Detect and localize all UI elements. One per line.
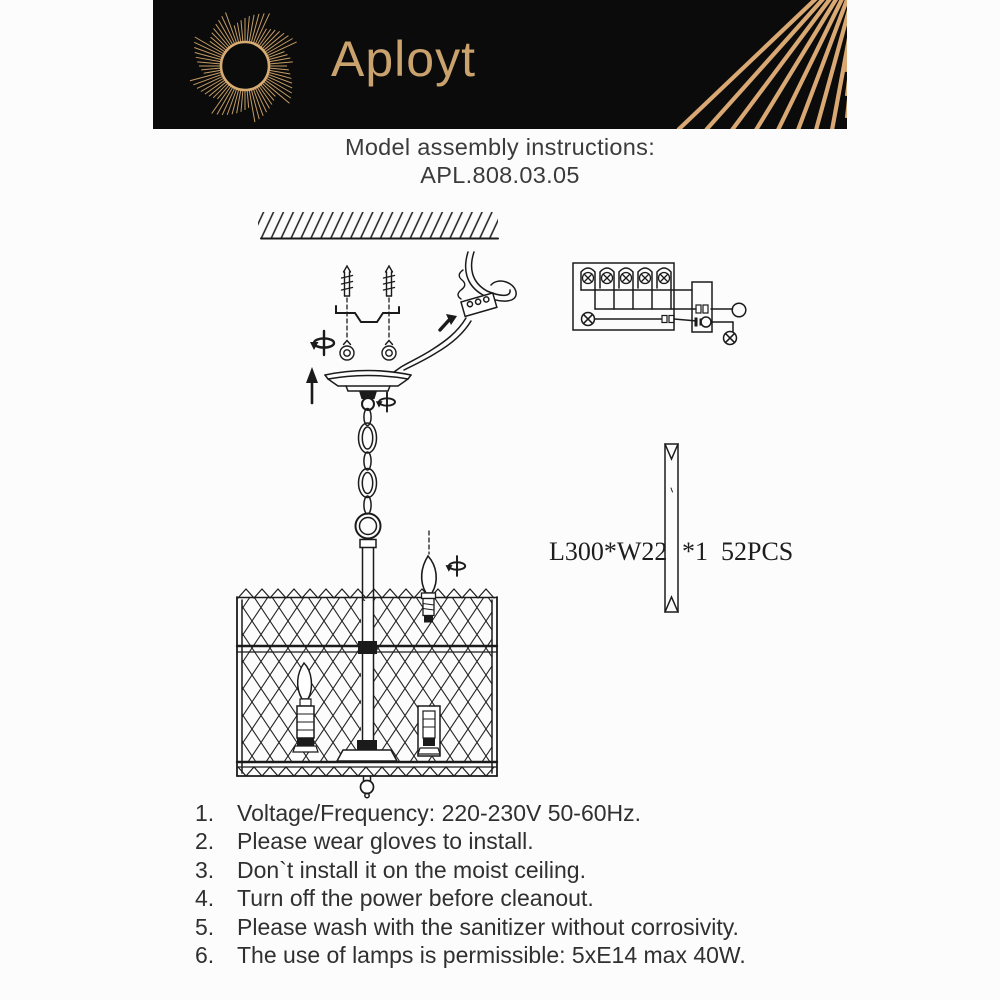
instruction-item [195, 941, 746, 969]
item-text: The use of lamps is permissible: 5xE14 max 40W. [237, 942, 746, 969]
instruction-list [195, 799, 746, 969]
terminal-connector [461, 293, 497, 317]
item-number: 5. [195, 913, 215, 940]
model-number: APL.808.03.05 [420, 161, 580, 188]
item-text: Turn off the power before cleanout. [237, 885, 594, 912]
canopy [325, 371, 411, 411]
right-candle-socket [418, 706, 440, 756]
instruction-item [195, 913, 746, 941]
crystal-size-label: L300*W22 [549, 537, 668, 566]
item-number: 3. [195, 856, 215, 883]
item-text: Please wear gloves to install. [237, 828, 534, 855]
instruction-item [195, 799, 746, 827]
instruction-item [195, 884, 746, 912]
instruction-item [195, 827, 746, 855]
rotate-icon [446, 556, 466, 576]
brand-name: Aployt [331, 31, 476, 87]
item-number: 1. [195, 800, 215, 826]
crystal-qty-label: *1 52PCS [682, 537, 794, 566]
item-text: Voltage/Frequency: 220-230V 50-60Hz. [237, 800, 642, 826]
item-number: 4. [195, 885, 215, 912]
candle-bulb [422, 556, 437, 593]
up-arrow-icon [306, 367, 318, 403]
instruction-item [195, 856, 746, 884]
item-text: Please wash with the sanitizer without corrosivity. [237, 913, 739, 940]
item-text: Don`t install it on the moist ceiling. [237, 856, 586, 883]
item-number: 6. [195, 942, 215, 969]
ceiling-hatching [258, 212, 498, 239]
wire-and-connector [394, 252, 516, 372]
mounting-screws [336, 266, 399, 360]
sheet-title: Model assembly instructions: [344, 134, 656, 160]
item-number: 2. [195, 828, 215, 855]
insert-arrow-icon [440, 314, 457, 330]
wiring-diagram [573, 263, 746, 344]
crystal-part [665, 444, 678, 612]
chain-and-stem [356, 409, 381, 602]
drum-shade [237, 589, 497, 798]
bottom-finial [361, 776, 374, 798]
